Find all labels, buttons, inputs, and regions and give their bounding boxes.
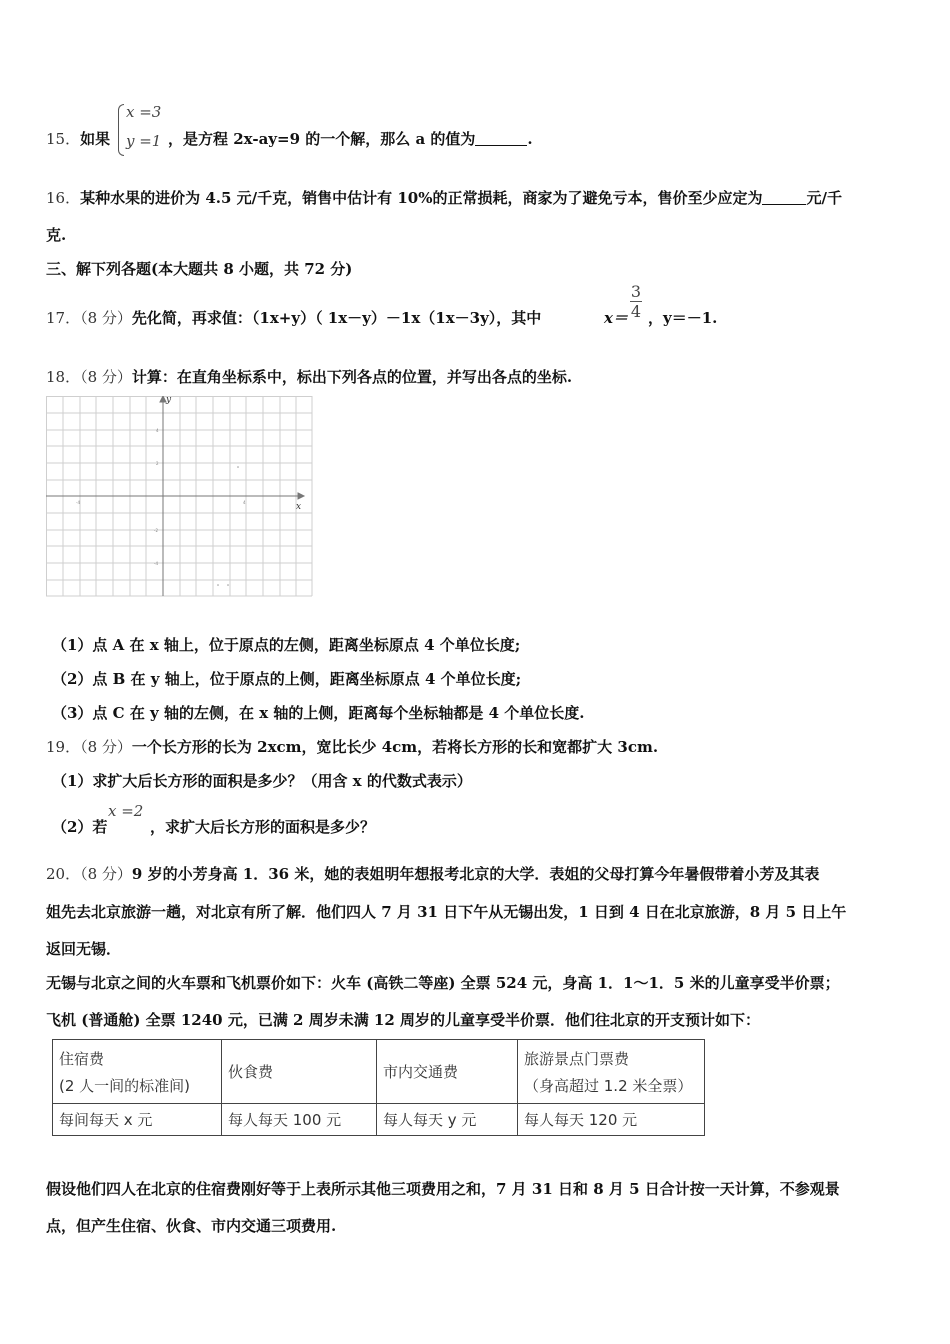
q20-text-6: 假设他们四人在北京的住宿费刚好等于上表所示其他三项费用之和，7 月 31 日和 8 月 5 日合计按一天计算，不参观景: [46, 1180, 840, 1198]
q19-text: 一个长方形的长为 2xcm，宽比长少 4cm，若将长方形的长和宽都扩大 3cm.: [131, 738, 659, 756]
answer-blank: [762, 190, 806, 205]
x-axis-label: x: [296, 502, 302, 512]
system-eq-2: y =1: [126, 132, 162, 150]
table-cell: 每人每天 100 元: [222, 1104, 377, 1136]
table-cell: [377, 1040, 518, 1104]
score: （8 分）: [80, 865, 132, 883]
q20-text-2: 姐先去北京旅游一趟，对北京有所了解．他们四人 7 月 31 日下午从无锡出发，1 日到 4 日在北京旅游，8 月 5 日上午: [46, 903, 847, 921]
system-eq-1: x =3: [126, 103, 162, 121]
tick-label: 4: [156, 428, 159, 433]
q18-line: [46, 366, 572, 387]
question-number: 20．: [46, 865, 81, 883]
tick-label: -2: [154, 528, 158, 533]
grid-dot: [227, 584, 229, 586]
x-axis-arrow: [298, 493, 304, 499]
y-axis-label: y: [166, 396, 172, 405]
expense-table: [52, 1039, 705, 1136]
q16-line2: 克.: [46, 226, 67, 244]
tick-label: -4: [154, 561, 158, 566]
q18-part1: （1）点 A 在 x 轴上，位于原点的左侧，距离坐标原点 4 个单位长度;: [52, 636, 521, 654]
q17-line: [46, 307, 541, 328]
q18-part2: （2）点 B 在 y 轴上，位于原点的上侧，距离坐标原点 4 个单位长度;: [52, 670, 522, 688]
tick-label: 2: [156, 461, 159, 466]
q15-text: [168, 128, 533, 149]
q20-text-5: 飞机 (普通舱) 全票 1240 元，已满 2 周岁未满 12 周岁的儿童享受半价票．他们往北京的开支预计如下：: [46, 1011, 761, 1029]
q17-text: 先化简，再求值：（1x+y）（ 1x－y）－1x（1x－3y），其中: [131, 309, 542, 327]
table-row: [53, 1104, 705, 1136]
fraction-numerator: 3: [630, 282, 642, 301]
question-number: 15．: [46, 130, 81, 148]
q18-part3: （3）点 C 在 y 轴的左侧，在 x 轴的上侧，距离每个坐标轴都是 4 个单位长度.: [52, 704, 585, 722]
score: （8 分）: [80, 738, 132, 756]
q17-tail: ，y＝－1.: [648, 309, 718, 327]
q19-part2-prefix: （2）若: [52, 818, 108, 836]
question-number: 19．: [46, 738, 81, 756]
q16-text1-end: 元/千: [806, 189, 842, 207]
q15-line: [46, 128, 110, 149]
q20-text-7: 点，但产生住宿、伙食、市内交通三项费用.: [46, 1217, 337, 1235]
header-label: 住宿费: [59, 1049, 105, 1068]
system-brace: [118, 104, 124, 156]
question-number: 16．: [46, 189, 81, 207]
tick-label: 4: [243, 500, 246, 505]
header-label: 市内交通费: [383, 1063, 459, 1081]
fraction: [630, 282, 642, 321]
q19-line: [46, 736, 658, 757]
q20-line1: [46, 863, 819, 884]
header-label: 伙食费: [228, 1063, 274, 1081]
q19-part2-suffix: ，求扩大后长方形的面积是多少？: [150, 818, 376, 836]
q15-suffix: ，是方程 2x-ay=9 的一个解，那么 a 的值为: [168, 130, 476, 148]
q18-text: 计算：在直角坐标系中，标出下列各点的位置，并写出各点的坐标.: [131, 368, 573, 386]
q16-line1: [46, 187, 842, 208]
table-cell: [53, 1040, 222, 1104]
q19-part1: （1）求扩大后长方形的面积是多少？（用含 x 的代数式表示）: [52, 772, 472, 790]
header-label: 旅游景点门票费: [524, 1049, 630, 1068]
q20-text-1: 9 岁的小芳身高 1．36 米，她的表姐明年想报考北京的大学．表姐的父母打算今年暑假带着小芳及其表: [131, 865, 820, 883]
q20-text-4: 无锡与北京之间的火车票和飞机票价如下：火车 (高铁二等座) 全票 524 元，身高 1．1～1．5 米的儿童享受半价票；: [46, 974, 840, 992]
q15-prefix: 如果: [80, 130, 111, 148]
question-number: 18．: [46, 368, 81, 386]
q16-text1: 某种水果的进价为 4.5 元/千克，销售中估计有 10%的正常损耗，商家为了避免亏本，售价至少应定为: [80, 189, 763, 207]
header-note: (2 人一间的标准间): [59, 1076, 191, 1095]
tick-label: -4: [76, 500, 80, 505]
table-cell: 每人每天 120 元: [518, 1104, 705, 1136]
header-note: （身高超过 1.2 米全票）: [524, 1076, 693, 1095]
table-cell: [222, 1040, 377, 1104]
question-number: 17．: [46, 309, 81, 327]
score: （8 分）: [80, 309, 132, 327]
q20-text-3: 返回无锡．: [46, 940, 122, 958]
score: （8 分）: [80, 368, 132, 386]
section-title: 三、解下列各题(本大题共 8 小题，共 72 分): [46, 260, 353, 278]
q19-equation: x =2: [108, 802, 144, 820]
grid-dot: [237, 466, 239, 468]
q15-end: .: [527, 130, 533, 148]
table-header-row: [53, 1040, 705, 1104]
table-cell: 每人每天 y 元: [377, 1104, 518, 1136]
answer-blank: [475, 131, 527, 146]
q17-x-label: x＝: [604, 309, 628, 327]
grid-dot: [217, 584, 219, 586]
table-cell: [518, 1040, 705, 1104]
fraction-denominator: 4: [630, 302, 642, 321]
coordinate-grid: [46, 396, 314, 598]
table-cell: 每间每天 x 元: [53, 1104, 222, 1136]
